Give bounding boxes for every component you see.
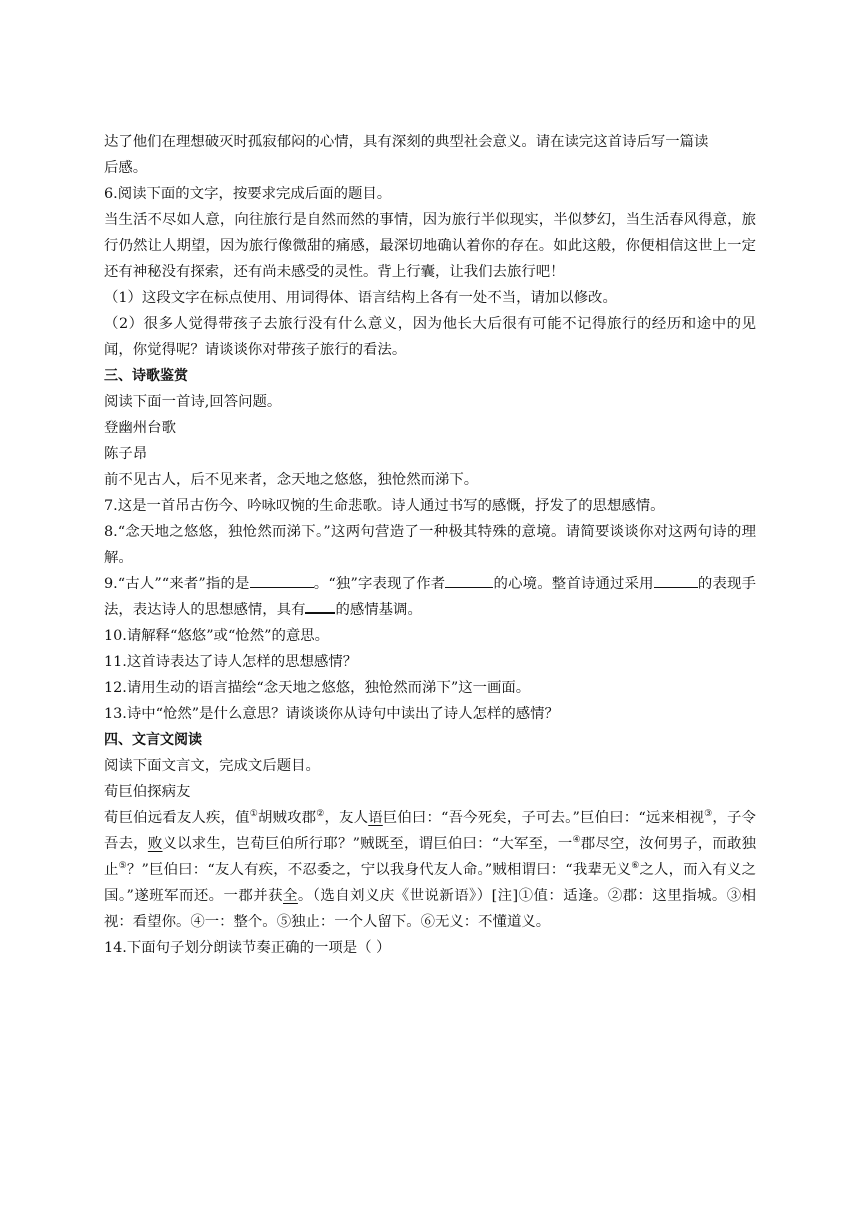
question-11: 11.这首诗表达了诗人怎样的思想感情？: [104, 654, 358, 670]
footnote-marker: ③: [704, 809, 713, 820]
poet-name: 陈子昂: [104, 446, 148, 462]
question-9-text: 的心境。整首诗通过采用: [493, 576, 654, 592]
passage-text: 荀巨伯远看友人疾，值: [104, 810, 250, 826]
section-intro: 阅读下面文言文，完成文后题目。: [104, 758, 320, 774]
question-9-text: 的表现手法，表达诗人的思想感情，具有: [104, 576, 756, 618]
page-content: [104, 129, 756, 961]
passage-text: ？”巨伯曰：“友人有疾，不忍委之，宁以我身代友人命。”贼相谓曰：“我辈无义: [126, 862, 632, 878]
underlined-word: 全: [283, 888, 298, 904]
passage-text: 义以求生，岂荀巨伯所行耶？”贼既至，谓巨伯曰：“大军至，一: [162, 836, 573, 852]
underlined-word: 败: [147, 836, 163, 852]
passage-text: ，子令吾去，: [104, 810, 756, 852]
answer-blank: [654, 573, 698, 588]
underlined-word: 语: [368, 810, 383, 826]
question-6-title: 6.阅读下面的文字，按要求完成后面的题目。: [104, 186, 392, 202]
question-8: 8.“念天地之悠悠，独怆然而涕下。”这两句营造了一种极其特殊的意境。请简要谈谈你对这两句诗的理解。: [104, 524, 756, 566]
answer-blank: [305, 598, 335, 614]
footnote-marker: ②: [316, 809, 325, 820]
question-9-text: 9.“古人”“来者”指的是: [104, 576, 250, 592]
question-13: 13.诗中“怆然”是什么意思？请谈谈你从诗句中读出了诗人怎样的感情？: [104, 706, 559, 722]
footnote-marker: ⑤: [118, 861, 127, 872]
passage-text: 胡贼攻郡: [257, 810, 317, 826]
passage-text: 。（选自刘义庆《世说新语》）[注]①值：适逢。②郡：这里指城。③相视：看望你。④一：整个。⑤独止：一个人留下。⑥无义：不懂道义。: [104, 888, 756, 930]
passage-title: 荀巨伯探病友: [104, 784, 191, 800]
passage-text: 巨伯曰：“吾今死矣，子可去。”巨伯曰：“远来相视: [382, 810, 705, 826]
section-intro: 阅读下面一首诗,回答问题。: [104, 394, 282, 410]
text-line: 后感。: [104, 160, 148, 176]
question-9: [104, 571, 756, 623]
passage-text: 之人，而入有义之国。”遂班军而还。一郡并获: [104, 862, 756, 904]
question-6-part-1: （1）这段文字在标点使用、用词得体、语言结构上各有一处不当，请加以修改。: [104, 290, 617, 306]
footnote-marker: ④: [572, 835, 581, 846]
question-14: 14.下面句子划分朗读节奏正确的一项是（ ）: [104, 940, 391, 956]
passage-text: 郡尽空，汝何男子，而敢独止: [104, 836, 756, 878]
classical-passage: [104, 805, 756, 935]
answer-blank: [445, 573, 493, 588]
footnote-marker: ⑥: [631, 861, 640, 872]
poem-text: 前不见古人，后不见来者，念天地之悠悠，独怆然而涕下。: [104, 472, 479, 488]
question-6-passage: 当生活不尽如人意，向往旅行是自然而然的事情，因为旅行半似现实，半似梦幻，当生活春风得意，旅行仍然让人期望，因为旅行像微甜的痛感，最深切地确认着你的存在。如此这般，你便相信这世上一定还有神秘没有探索，还有尚未感受的灵性。背上行囊，让我们去旅行吧！: [104, 212, 756, 280]
text-line: 达了他们在理想破灭时孤寂郁闷的心情，具有深刻的典型社会意义。请在读完这首诗后写一篇读: [104, 134, 709, 150]
question-12: 12.请用生动的语言描绘“念天地之悠悠，独怆然而涕下”这一画面。: [104, 680, 531, 696]
question-6-part-2: （2）很多人觉得带孩子去旅行没有什么意义，因为他长大后很有可能不记得旅行的经历和途中的见闻，你觉得呢？请谈谈你对带孩子旅行的看法。: [104, 316, 756, 358]
passage-text: ，友人: [324, 810, 369, 826]
question-10: 10.请解释“悠悠”或“怆然”的意思。: [104, 628, 330, 644]
footnote-marker: ①: [249, 809, 258, 820]
question-7: 7.这是一首吊古伤今、吟咏叹惋的生命悲歌。诗人通过书写的感慨，抒发了的思想感情。: [104, 498, 665, 514]
section-heading-poetry: 三、诗歌鉴赏: [104, 368, 188, 384]
question-9-text: 的感情基调。: [335, 602, 422, 618]
question-9-text: 。“独”字表现了作者: [313, 576, 446, 592]
poem-title: 登幽州台歌: [104, 420, 176, 436]
section-heading-classical: 四、文言文阅读: [104, 732, 202, 748]
answer-blank: [250, 573, 314, 588]
